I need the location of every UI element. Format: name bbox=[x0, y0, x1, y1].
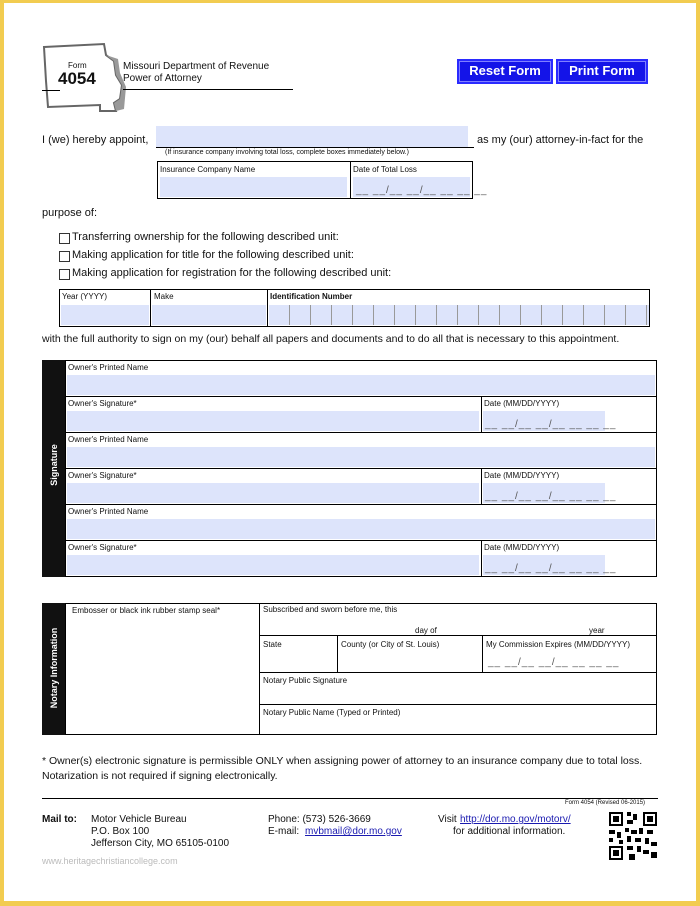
vin-label: Identification Number bbox=[270, 292, 353, 301]
notary-signature-label: Notary Public Signature bbox=[263, 676, 348, 685]
sig-date-divider-3 bbox=[481, 540, 482, 577]
insurance-company-input[interactable] bbox=[160, 177, 347, 197]
make-label: Make bbox=[154, 292, 174, 301]
owner-signature-label: Owner's Signature* bbox=[68, 471, 137, 480]
owner-signature-input[interactable] bbox=[67, 483, 479, 503]
signature-side-label: Signature bbox=[49, 444, 59, 486]
sig-date-divider-2 bbox=[481, 468, 482, 504]
notary-seal-divider bbox=[259, 603, 260, 735]
total-loss-date-label: Date of Total Loss bbox=[353, 165, 417, 174]
owner-signature-label: Owner's Signature* bbox=[68, 543, 137, 552]
owner-printed-name-input[interactable] bbox=[67, 519, 655, 539]
owner-printed-name-label: Owner's Printed Name bbox=[68, 507, 149, 516]
signature-side-bar bbox=[42, 360, 65, 577]
qr-code-icon bbox=[609, 812, 657, 860]
notary-state-divider bbox=[337, 635, 338, 672]
address-line-2: P.O. Box 100 bbox=[91, 826, 150, 837]
phone-text: Phone: (573) 526-3669 bbox=[268, 814, 371, 825]
watermark-text: www.heritagechristiancollege.com bbox=[42, 856, 178, 866]
header-rule bbox=[123, 89, 293, 90]
notary-name-label: Notary Public Name (Typed or Printed) bbox=[263, 708, 401, 717]
year-input[interactable] bbox=[61, 305, 149, 325]
owner-signature-label: Owner's Signature* bbox=[68, 399, 137, 408]
year-word-label: year bbox=[589, 626, 605, 635]
sig-row-rule-5 bbox=[65, 540, 657, 541]
owner-signature-input[interactable] bbox=[67, 555, 479, 575]
commission-date-input[interactable] bbox=[484, 651, 654, 669]
registration-application-checkbox[interactable] bbox=[59, 269, 70, 280]
sig-date-divider-1 bbox=[481, 396, 482, 432]
owner-date-mask: __ __/__ __/__ __ __ __ bbox=[485, 419, 617, 430]
commission-label: My Commission Expires (MM/DD/YYYY) bbox=[486, 640, 631, 649]
owner-date-label: Date (MM/DD/YYYY) bbox=[484, 399, 560, 408]
header-rule-left bbox=[42, 90, 60, 91]
owner-date-mask: __ __/__ __/__ __ __ __ bbox=[485, 563, 617, 574]
mail-to-label: Mail to: bbox=[42, 814, 77, 825]
form-number: 4054 bbox=[58, 69, 96, 88]
owner-date-mask: __ __/__ __/__ __ __ __ bbox=[485, 491, 617, 502]
title-application-checkbox[interactable] bbox=[59, 251, 70, 262]
sworn-label: Subscribed and sworn before me, this bbox=[263, 605, 398, 614]
notary-side-label: Notary Information bbox=[49, 627, 59, 709]
notary-rule-3 bbox=[259, 704, 657, 705]
owner-printed-name-input[interactable] bbox=[67, 375, 655, 395]
sig-row-rule-3 bbox=[65, 468, 657, 469]
form-word: Form bbox=[68, 61, 87, 70]
owner-printed-name-label: Owner's Printed Name bbox=[68, 363, 149, 372]
transfer-ownership-checkbox[interactable] bbox=[59, 233, 70, 244]
footer-rule bbox=[42, 798, 658, 799]
sig-row-rule-4 bbox=[65, 504, 657, 505]
appoint-trail-text: as my (our) attorney-in-fact for the bbox=[477, 134, 644, 146]
owner-printed-name-input[interactable] bbox=[67, 447, 655, 467]
footnote: * Owner(s) electronic signature is permissible ONLY when assigning power of attorney to an insurance company due to total loss. Notarization is not required if signing electronically. bbox=[42, 755, 643, 782]
notary-rule-1 bbox=[259, 635, 657, 636]
insurance-company-label: Insurance Company Name bbox=[160, 165, 256, 174]
revision-note: Form 4054 (Revised 06-2015) bbox=[565, 800, 646, 806]
department-name: Missouri Department of Revenue bbox=[123, 61, 270, 72]
state-label: State bbox=[263, 640, 282, 649]
sig-row-rule-1 bbox=[65, 396, 657, 397]
notary-county-divider bbox=[482, 635, 483, 672]
commission-date-mask: __ __/__ __/__ __ __ __ bbox=[488, 657, 620, 668]
reset-form-button[interactable]: Reset Form bbox=[457, 59, 553, 84]
transfer-ownership-label: Transferring ownership for the following described unit: bbox=[72, 231, 339, 243]
form-page bbox=[4, 3, 696, 901]
insurance-divider bbox=[350, 161, 351, 199]
attorney-name-underline bbox=[156, 147, 474, 148]
day-of-label: day of bbox=[415, 626, 437, 635]
vin-input[interactable] bbox=[269, 305, 649, 325]
sig-row-rule-2 bbox=[65, 432, 657, 433]
visit-text: Visit bbox=[438, 814, 457, 825]
owner-date-label: Date (MM/DD/YYYY) bbox=[484, 543, 560, 552]
insurance-hint: (If insurance company involving total loss, complete boxes immediately below.) bbox=[165, 149, 409, 156]
more-info-text: for additional information. bbox=[453, 826, 566, 837]
website-link[interactable]: http://dor.mo.gov/motorv/ bbox=[460, 814, 571, 825]
attorney-name-input[interactable] bbox=[156, 126, 468, 147]
owner-printed-name-label: Owner's Printed Name bbox=[68, 435, 149, 444]
authority-text: with the full authority to sign on my (our) behalf all papers and documents and to do all that is necessary to this appointment. bbox=[42, 333, 620, 345]
appoint-lead-text: I (we) hereby appoint, bbox=[42, 134, 149, 146]
owner-date-label: Date (MM/DD/YYYY) bbox=[484, 471, 560, 480]
year-label: Year (YYYY) bbox=[62, 292, 108, 301]
notary-rule-2 bbox=[259, 672, 657, 673]
purpose-label: purpose of: bbox=[42, 207, 98, 219]
vehicle-divider-2 bbox=[267, 289, 268, 327]
notary-side-bar bbox=[42, 603, 65, 735]
make-input[interactable] bbox=[152, 305, 266, 325]
registration-application-label: Making application for registration for the following described unit: bbox=[72, 267, 392, 279]
seal-label: Embosser or black ink rubber stamp seal* bbox=[72, 606, 221, 615]
title-application-label: Making application for title for the following described unit: bbox=[72, 249, 354, 261]
print-form-button[interactable]: Print Form bbox=[556, 59, 648, 84]
total-loss-date-mask: __ __/__ __/__ __ __ __ bbox=[356, 185, 488, 196]
vehicle-divider-1 bbox=[150, 289, 151, 327]
email-link[interactable]: mvbmail@dor.mo.gov bbox=[305, 826, 402, 837]
owner-signature-input[interactable] bbox=[67, 411, 479, 431]
email-label: E-mail: bbox=[268, 826, 300, 837]
form-title: Power of Attorney bbox=[123, 73, 202, 84]
county-label: County (or City of St. Louis) bbox=[341, 640, 440, 649]
address-line-1: Motor Vehicle Bureau bbox=[91, 814, 187, 825]
address-line-3: Jefferson City, MO 65105-0100 bbox=[91, 838, 230, 849]
